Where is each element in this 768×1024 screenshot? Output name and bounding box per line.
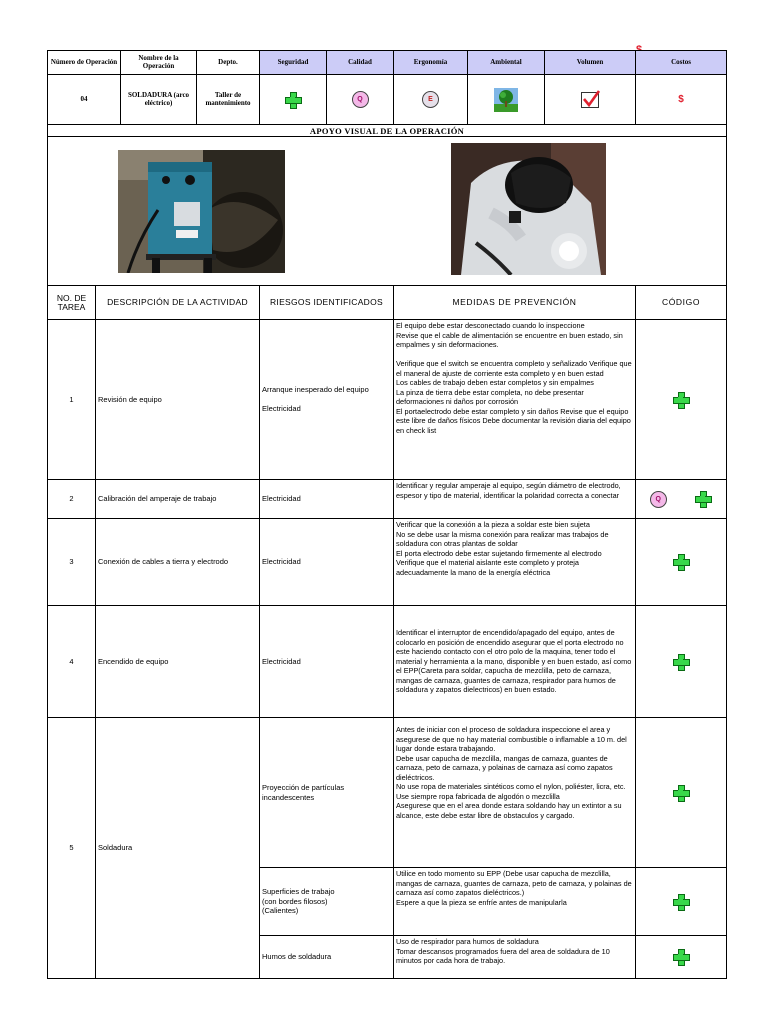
task-4-number: 4 bbox=[47, 605, 96, 718]
green-cross-icon bbox=[672, 948, 690, 966]
col-nombre-header: Nombre de la Operación bbox=[120, 50, 197, 75]
green-cross-icon bbox=[672, 391, 690, 409]
volume-cell bbox=[544, 74, 636, 125]
task-5b-measures: Utilice en todo momento su EPP (Debe usar capucha de mezclilla, mangas de carnaza, guantes de carnaza, peto de carnaza, y polainas de carnaza así como zapatos dieléctricos.) Espere a que la pieza se enfríe antes de manipularla bbox=[393, 867, 636, 936]
col-ambiental-header: Ambiental bbox=[467, 50, 545, 75]
task-5b-risks: Superficies de trabajo (con bordes filosos) (Calientes) bbox=[259, 867, 394, 936]
col-seguridad-header: Seguridad bbox=[259, 50, 327, 75]
visual-aid-title: APOYO VISUAL DE LA OPERACIÓN bbox=[47, 124, 727, 137]
cost-value: $ bbox=[678, 94, 684, 105]
task-1-number: 1 bbox=[47, 319, 96, 480]
task-3-description: Conexión de cables a tierra y electrodo bbox=[95, 518, 260, 606]
task-1-code bbox=[635, 319, 727, 480]
green-cross-icon bbox=[672, 784, 690, 802]
operation-number: 04 bbox=[47, 74, 121, 125]
task-5-number: 5 bbox=[47, 717, 96, 979]
green-cross-icon bbox=[672, 893, 690, 911]
task-5a-measures: Antes de iniciar con el proceso de soldadura inspeccione el area y asegurese de que no hay material combustible o inflamable a 10 m. del lugar donde estara trabajando. Debe usar capucha de mezclilla, mangas de carnaza, guantes de carnaza, peto de carnaza, y polainas de carnaza así como zapatos dieléctricos. No use ropa de materiales sintéticos como el nylon, poliéster, licra, etc. Use siempre ropa fabricada de algodón o mezclilla Asegurese que en el area donde estara soldando hay un extintor a su alcance, este debe estar libre de obstaculos y cargado. bbox=[393, 717, 636, 868]
col-descripcion: DESCRIPCIÓN DE LA ACTIVIDAD bbox=[95, 285, 260, 320]
task-5a-code bbox=[635, 717, 727, 868]
task-4-code bbox=[635, 605, 727, 718]
task-2-measures: Identificar y regular amperaje al equipo, según diámetro de electrodo, espesor y tipo de material, identificar la polaridad correcta a conectar bbox=[393, 479, 636, 519]
task-5c-risks: Humos de soldadura bbox=[259, 935, 394, 979]
task-2-number: 2 bbox=[47, 479, 96, 519]
task-1-risks: Arranque inesperado del equipo Electricidad bbox=[259, 319, 394, 480]
task-2-code bbox=[635, 479, 727, 519]
cost-cell bbox=[635, 74, 727, 125]
col-numero-header: Número de Operación bbox=[47, 50, 121, 75]
task-5c-measures: Uso de respirador para humos de soldadura Tomar descansos programados fuera del area de soldadura de 10 minutos por cada hora de trabajo. bbox=[393, 935, 636, 979]
task-4-measures: Identificar el interruptor de encendido/apagado del equipo, antes de colocarlo en posición de encendido asegurar que el porta electrodo no este haciendo contacto con el otro polo de la maquina, tener todo el material y herramienta a la mano, disponible y en buen estado, así como el EPP(Careta para soldar, capucha de mezclilla, peto de carnaza, mangas de carnaza, guantes de carnaza, respirador para humos de soldadura y zapatos dielectricos) en buen estado. bbox=[393, 605, 636, 718]
checkmark-icon bbox=[581, 92, 599, 108]
task-3-code bbox=[635, 518, 727, 606]
col-costos-header: Costos bbox=[635, 50, 727, 75]
task-2-risks: Electricidad bbox=[259, 479, 394, 519]
safety-cell bbox=[259, 74, 327, 125]
task-5-description: Soldadura bbox=[95, 717, 260, 979]
green-cross-icon bbox=[672, 553, 690, 571]
task-3-number: 3 bbox=[47, 518, 96, 606]
environment-tree-icon bbox=[494, 88, 518, 112]
col-riesgos: RIESGOS IDENTIFICADOS bbox=[259, 285, 394, 320]
operation-name: SOLDADURA (arco eléctrico) bbox=[120, 74, 197, 125]
green-cross-icon bbox=[694, 490, 712, 508]
task-3-risks: Electricidad bbox=[259, 518, 394, 606]
task-4-risks: Electricidad bbox=[259, 605, 394, 718]
task-1-measures: El equipo debe estar desconectado cuando lo inspeccione Revise que el cable de alimentación se encuentre en buen estado, sin empalmes y sin deformaciones. Verifique que el switch se encuentra completo y señalizado Verifique que el maneral de ajuste de corriente esta completo y en buen estad Los cables de trabajo deben estar completos y sin empalmes La pinza de tierra debe estar completa, no debe presentar deformaciones ni daños por corrosión El portaelectrodo debe estar completo y sin daños Revise que el equipo este libre de daños físicos Debe documentar la revisión diaria del equipo en check list bbox=[393, 319, 636, 480]
col-ergonomia-header: Ergonomía bbox=[393, 50, 468, 75]
task-1-description: Revisión de equipo bbox=[95, 319, 260, 480]
quality-q-icon: Q bbox=[352, 91, 369, 108]
department: Taller de mantenimiento bbox=[196, 74, 260, 125]
quality-q-icon: Q bbox=[650, 491, 667, 508]
green-cross-icon bbox=[672, 653, 690, 671]
ergonomy-cell bbox=[393, 74, 468, 125]
task-3-measures: Verificar que la conexión a la pieza a soldar este bien sujeta No se debe usar la misma conexión para realizar mas trabajos de soldadura con otras plantas de soldar El porta electrodo debe estar sujetando firmemente al electrodo Verifique que el material aislante este completo y proteja adecuadamente la mano de la energía eléctrica bbox=[393, 518, 636, 606]
col-no-tarea: NO. DE TAREA bbox=[47, 285, 96, 320]
task-4-description: Encendido de equipo bbox=[95, 605, 260, 718]
col-medidas: MEDIDAS DE PREVENCIÓN bbox=[393, 285, 636, 320]
ergonomy-e-icon: E bbox=[422, 91, 439, 108]
welding-machine-photo bbox=[118, 150, 285, 273]
col-codigo: CÓDIGO bbox=[635, 285, 727, 320]
task-2-description: Calibración del amperaje de trabajo bbox=[95, 479, 260, 519]
welder-photo bbox=[451, 143, 606, 275]
col-depto-header: Depto. bbox=[196, 50, 260, 75]
task-5a-risks: Proyección de partículas incandescentes bbox=[259, 717, 394, 868]
col-calidad-header: Calidad bbox=[326, 50, 394, 75]
quality-cell bbox=[326, 74, 394, 125]
green-cross-icon bbox=[284, 91, 302, 109]
environment-cell bbox=[467, 74, 545, 125]
task-5c-code bbox=[635, 935, 727, 979]
col-volumen-header: Volumen bbox=[544, 50, 636, 75]
task-5b-code bbox=[635, 867, 727, 936]
